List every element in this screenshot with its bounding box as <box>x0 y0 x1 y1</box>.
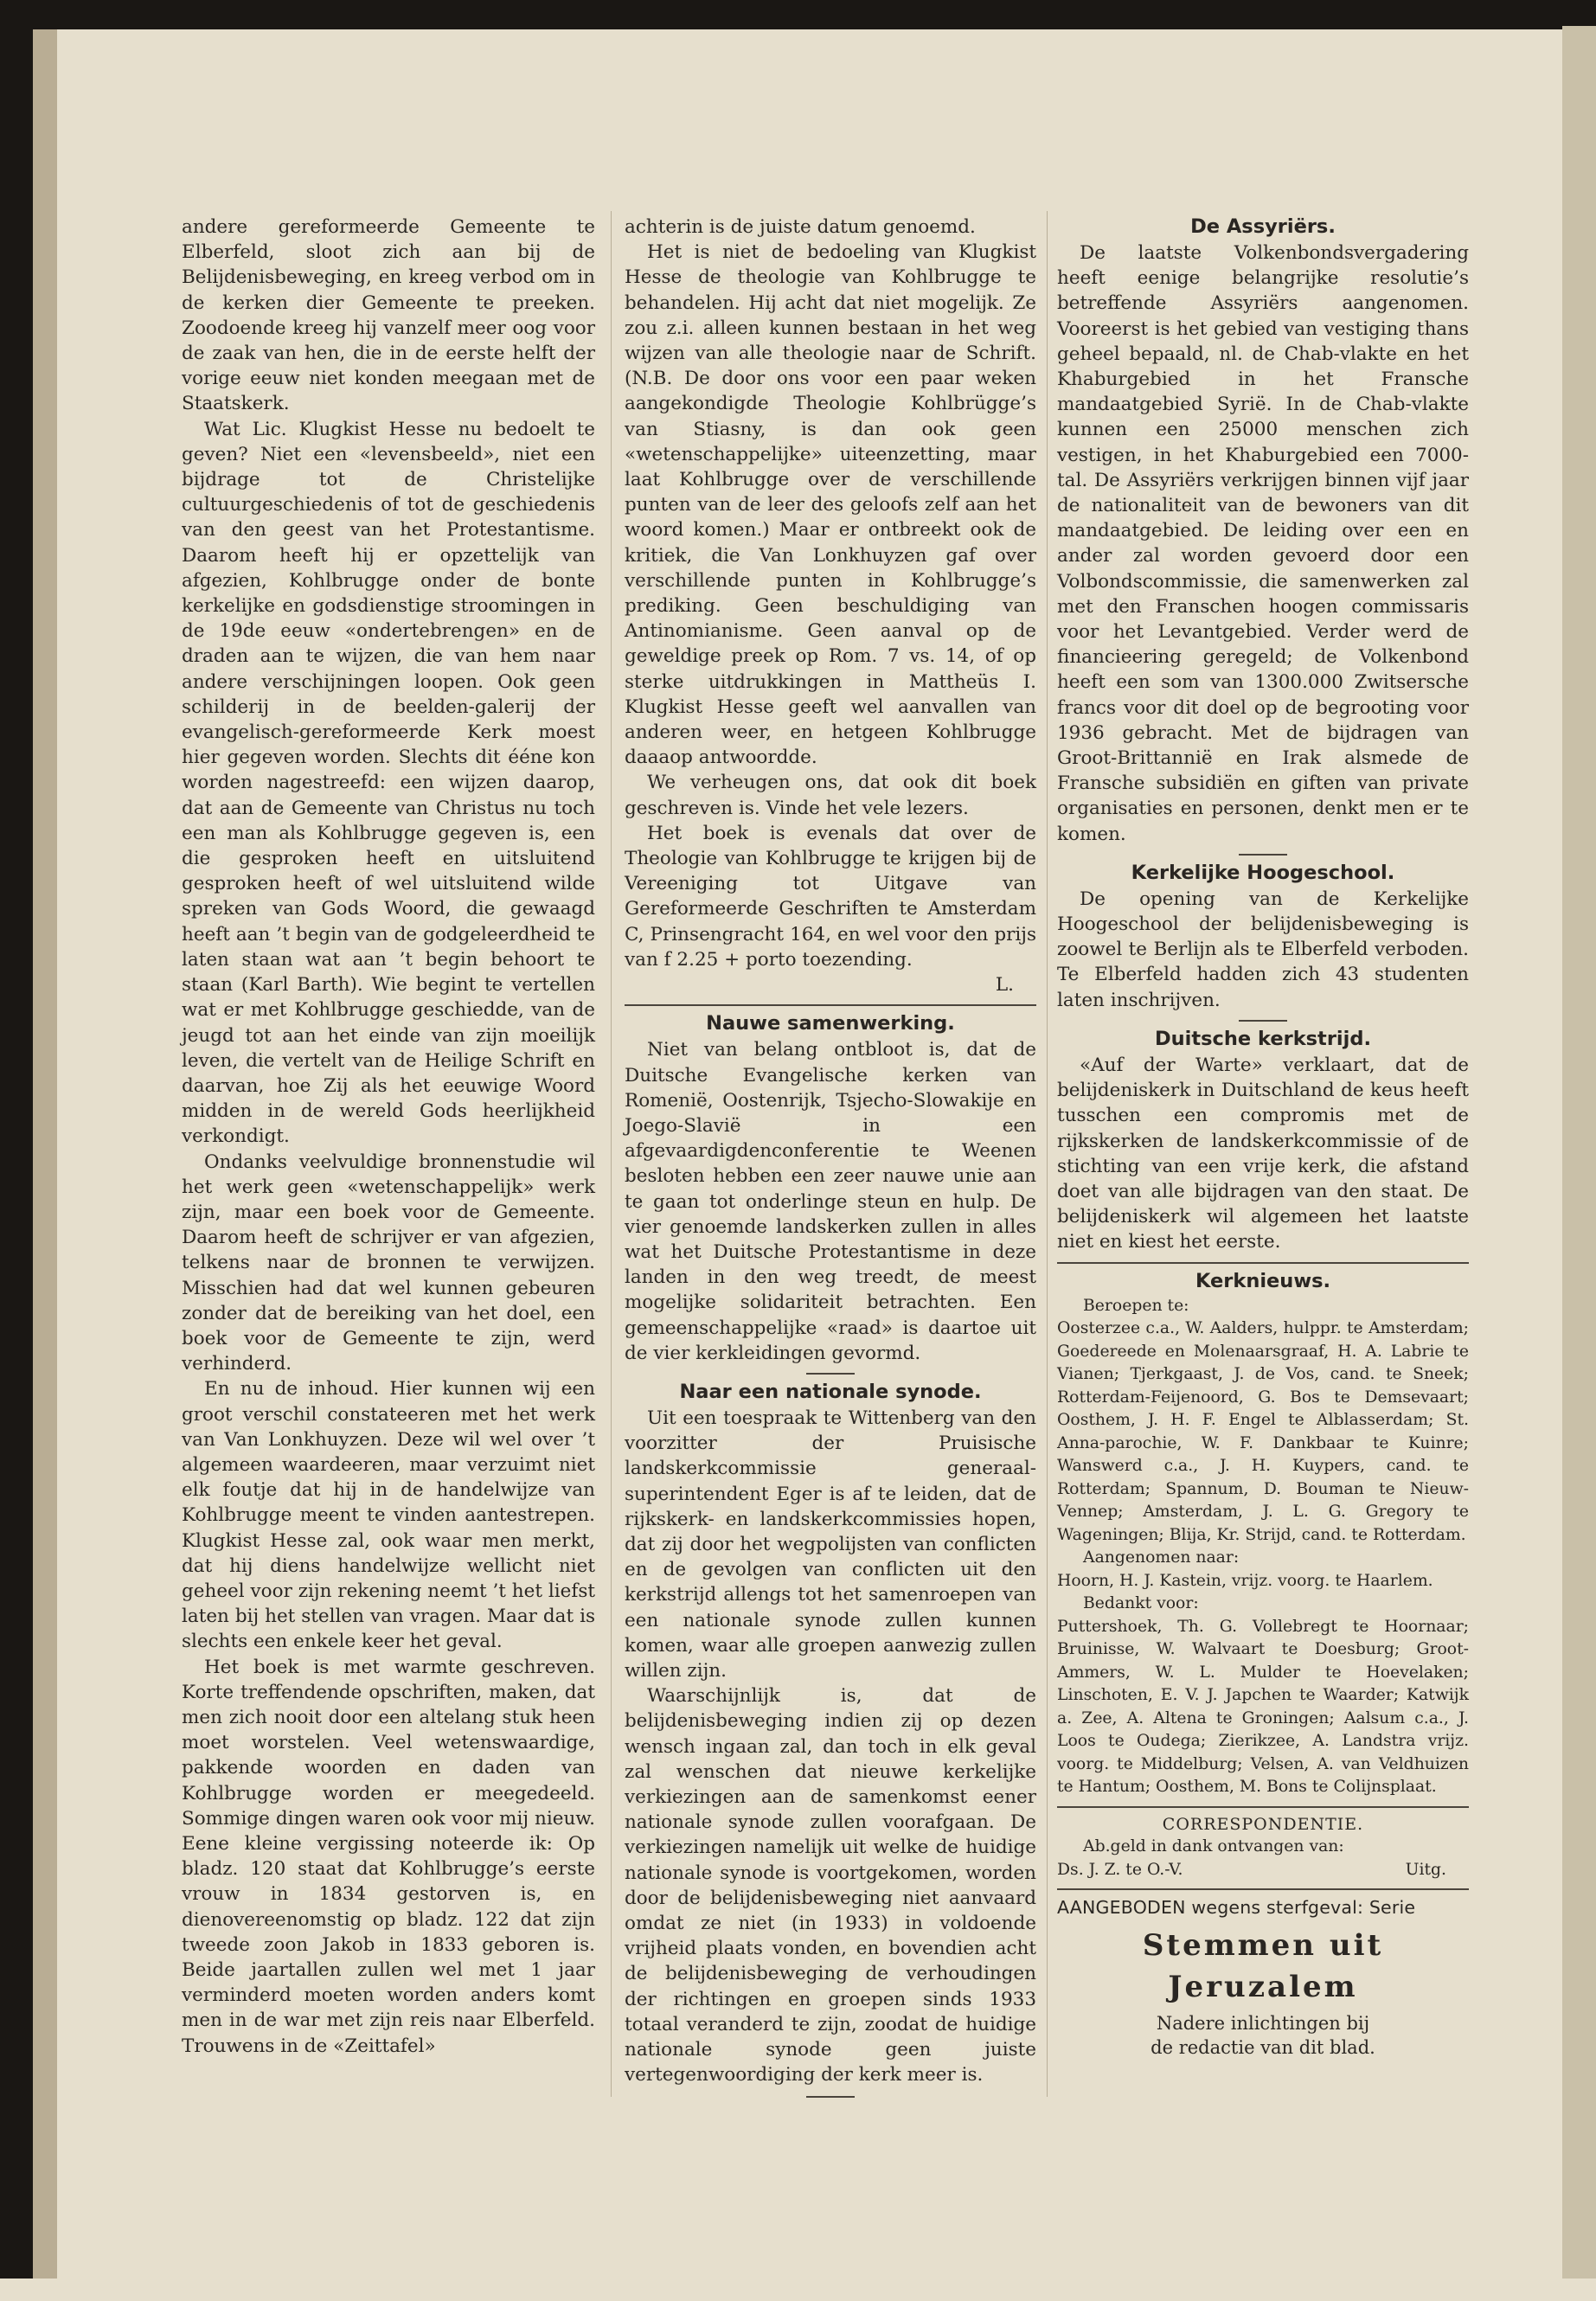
synode-paragraph-2: Waarschijnlijk is, dat de belijdenisbeweging indien zij op dezen wensch ingaan zal, dan toch in elk geval zal wenschen dat nieuwe kerkelijke verkiezingen aan de samenkomst eener nationale synode zullen voorafgaan. De verkiezingen namelijk uit welke de huidige nationale synode is voortgekomen, worden door de belijdenisbeweging niet aanvaard omdat ze niet (in 1933) in voldoende vrijheid plaats vonden, en bovendien acht de belijdenisbeweging de verhoudingen der richtingen en groepen sinds 1933 totaal veranderd te zijn, zoodat de huidige nationale synode geen juiste vertegenwoordiging der kerk meer is. <box>625 1685 1036 2086</box>
assyriers-text: De laatste Volkenbondsvergadering heeft eenige belangrijke resolutie’s betreffende Assyriërs aangenomen. Vooreerst is het gebied van vestiging thans geheel bepaald, nl. de Chab-vlakte en het Khaburgebied in het Fransche mandaatgebied Syrië. In de Chab-vlakte kunnen een 25000 menschen zich vestigen, in het Khaburgebied een 7000-tal. De Assyriërs verkrijgen binnen vijf jaar de nationaliteit van de bewoners van dit mandaatgebied. De leiding over een en ander zal worden gevoerd door een Volbondscommissie, die samenwerken zal met den Franschen hoogen commissaris voor het Levantgebied. Verder werd de financieering geregeld; de Volkenbond heeft een som van 1300.000 Zwitsersche francs voor dit doel op de begrooting voor 1936 gebracht. Met de bijdragen van Groot-Brittannië en Irak alsmede de Fransche subsidiën en giften van private organisaties en personen, denkt men er te komen. <box>1057 242 1469 845</box>
advert-title: Stemmen uit Jeruzalem <box>1142 1928 1384 2005</box>
article-signature: L. <box>995 974 1014 997</box>
heading-kerkstrijd: Duitsche kerkstrijd. <box>1154 1027 1371 1050</box>
aangenomen-label: Aangenomen naar: <box>1083 1548 1240 1567</box>
column-divider-1 <box>611 211 612 2097</box>
heading-kerknieuws: Kerknieuws. <box>1195 1269 1331 1292</box>
page-edge-strip <box>1562 26 1596 2284</box>
short-divider <box>1239 1020 1287 1022</box>
page-bottom-edge <box>0 2279 1596 2301</box>
beroepen-text: Oosterzee c.a., W. Aalders, hulppr. te Amsterdam; Goedereede en Molenaarsgraaf, H. A. Labrie te Vianen; Tjerkgaast, J. de Vos, cand. te Sneek; Rotterdam-Feijenoord, G. Bos te Demsevaart; Oosthem, J. H. F. Engel te Alblasserdam; St. Anna-parochie, W. F. Dankbaar te Kuinre; Wanswerd c.a., J. H. Kuypers, cand. te Rotterdam; Spannum, D. Bouman te Nieuw-Vennep; Amsterdam, J. L. G. Gregory te Wageningen; Blija, Kr. Strijd, cand. te Rotterdam. <box>1057 1319 1469 1544</box>
correspondentie-name: Ds. J. Z. te O.-V. <box>1057 1860 1183 1879</box>
samenwerking-text: Niet van belang ontbloot is, dat de Duitsche Evangelische kerken van Romenië, Oostenrijk, Tsjecho-Slowakije en Joego-Slavië in een afgevaardigdenconferentie te Weenen besloten hebben een zeer nauwe unie aan te gaan tot onderlinge steun en hulp. De vier genoemde landskerken zullen in alles wat het Duitsche Protestantisme in deze landen in den weg treedt, de meest mogelijke solidariteit betrachten. Een gemeenschappelijke «raad» is daartoe uit de vier kerkleidingen gevormd. <box>625 1039 1036 1364</box>
aangenomen-text: Hoorn, H. J. Kastein, vrijz. voorg. te Haarlem. <box>1057 1571 1433 1590</box>
section-divider <box>1057 1888 1469 1890</box>
col2-paragraph-2: Het is niet de bedoeling van Klugkist Hesse de theologie van Kohlbrugge te behandelen. Hij acht dat niet mogelijk. Ze zou z.i. alleen kunnen bestaan in het weg wijzen van alle theologie naar de Schrift. (N.B. De door ons voor een paar weken aangekondigde Theologie Kohlbrügge’s van Stiasny, is dan ook geen «wetenschappelijke» uiteenzetting, maar laat Kohlbrugge over de verschillende punten van de leer des geloofs zelf aan het woord komen.) Maar er ontbreekt ook de kritiek, die Van Lonkhuyzen gaf over verschillende punten in Kohlbrugge’s prediking. Geen beschuldiging van Antinomianisme. Geen aanval op de geweldige preek op Rom. 7 vs. 14, of op sterke uitdrukkingen in Mattheüs I. Klugkist Hesse geeft wel aanvallen van anderen weer, en hetgeen Kohlbrugge daaaop antwoordde. <box>625 241 1036 769</box>
col2-paragraph-3: We verheugen ons, dat ook dit boek geschreven is. Vinde het vele lezers. <box>625 772 1036 819</box>
advert-line-1: AANGEBODEN wegens sterfgeval: Serie <box>1057 1897 1416 1919</box>
kerknieuws-block <box>1057 1295 1469 1799</box>
correspondentie-block <box>1057 1813 1469 1882</box>
advert-block <box>1057 1895 1469 2060</box>
synode-paragraph-1: Uit een toespraak te Wittenberg van den voorzitter der Pruisische landskerkcommissie generaal-superintendent Eger is af te leiden, dat de rijkskerk- en landskerkcommissies hopen, dat zij door het wegpolijsten van conflicten en de gevolgen van conflicten uit den kerkstrijd allengs tot het samenroepen van een nationale synode zullen kunnen komen, waar alle groepen aanwezig zullen willen zijn. <box>625 1407 1036 1682</box>
short-divider <box>806 2096 855 2098</box>
correspondentie-uitg: Uitg. <box>1405 1860 1446 1879</box>
advert-line-3: de redactie van dit blad. <box>1151 2037 1375 2059</box>
heading-hoogeschool: Kerkelijke Hoogeschool. <box>1131 861 1395 884</box>
col1-paragraph-5: Het boek is met warmte geschreven. Korte treffendende opschriften, maken, dat men zich nooit door een altelang stuk heen moet worstelen. Veel wetenswaardige, pakkende woorden en daden van Kohlbrugge worden er meegedeeld. Sommige dingen waren ook voor mij nieuw. Eene kleine vergissing noteerde ik: Op bladz. 120 staat dat Kohlbrugge’s eerste vrouw in 1834 gestorven is, en dienovereenomstig op bladz. 122 dat zijn tweede zoon Jakob in 1833 geboren is. Beide jaartallen zullen wel met 1 jaar verminderd moeten worden anders komt men in de war met zijn reis naar Elberfeld. Trouwens in de «Zeittafel» <box>182 1656 595 2057</box>
short-divider <box>1239 854 1287 856</box>
beroepen-label: Beroepen te: <box>1083 1296 1189 1315</box>
heading-synode: Naar een nationale synode. <box>679 1380 982 1403</box>
col1-paragraph-2: Wat Lic. Klugkist Hesse nu bedoelt te geven? Niet een «levensbeeld», niet een bijdrage tot de Christelijke cultuurgeschiedenis of tot de geschiedenis van den geest van het Protestantisme. Daarom heeft hij er opzettelijk van afgezien, Kohlbrugge onder de bonte kerkelijke en godsdienstige stroomingen in de 19de eeuw «ondertebrengen» en de draden aan te wijzen, die van hem naar andere verschijningen loopen. Ook geen schilderij in de beelden-galerij der evangelisch-gereformeerde Kerk moest hier gegeven worden. Slechts dit ééne kon worden nagestreefd: een wijzen daarop, dat aan de Gemeente van Christus nu toch een man als Kohlbrugge gegeven is, een die gesproken heeft en uitsluitend gesproken heeft of wel uitsluitend wilde spreken van Gods Woord, die gewaagd heeft aan ’t begin van de godgeleerdheid te laten staan wat aan ’t begin behoort te staan (Karl Barth). Wie begint te vertellen wat er met Kohlbrugge geschiedde, van de jeugd tot aan het einde van zijn moeilijk leven, die vertelt van de Heilige Schrift en daarvan, hoe Zij als het eeuwige Woord midden in de wereld Gods heerlijkheid verkondigt. <box>182 418 595 1148</box>
bedankt-text: Puttershoek, Th. G. Vollebregt te Hoornaar; Bruinisse, W. Walvaart te Doesburg; Groot-Ammers, W. L. Mulder te Hoevelaken; Linschoten, E. V. J. Japchen te Waarder; Katwijk a. Zee, A. Altena te Groningen; Aalsum c.a., J. Loos te Oudega; Zierikzee, A. Landstra vrijz. voorg. te Middelburg; Velsen, A. van Veldhuizen te Hantum; Oosthem, M. Bons te Colijnsplaat. <box>1057 1617 1469 1797</box>
correspondentie-row <box>1057 1859 1469 1882</box>
bedankt-label: Bedankt voor: <box>1083 1594 1199 1613</box>
section-divider <box>1057 1806 1469 1808</box>
kerkstrijd-text: «Auf der Warte» verklaart, dat de belijdeniskerk in Duitschland de keus heeft tusschen een compromis met de rijkskerken de landskerkcommissie of de stichting van een vrije kerk, die afstand doet van alle bijdragen van den staat. De belijdeniskerk wil algemeen het laatste niet en kiest het eerste. <box>1057 1054 1469 1253</box>
column-1 <box>182 215 595 2059</box>
column-divider-2 <box>1047 211 1048 2097</box>
short-divider <box>806 1373 855 1375</box>
section-divider <box>625 1004 1036 1006</box>
col1-paragraph-4: En nu de inhoud. Hier kunnen wij een groot verschil constateeren met het werk van Van Lonkhuyzen. Deze wil wel over ’t algemeen waardeeren, maar verzuimt niet elk foutje dat hij in de handelwijze van Kohlbrugge meent te vinden aantestrepen. Klugkist Hesse zal, ook waar men merkt, dat hij diens handelwijze wellicht niet geheel voor zijn rekening neemt ’t het liefst laten bij het stellen van vragen. Maar dat is slechts een enkele keer het geval. <box>182 1378 595 1653</box>
col2-paragraph-4: Het boek is evenals dat over de Theologie van Kohlbrugge te krijgen bij de Vereeniging tot Uitgave van Gereformeerde Geschriften te Amsterdam C, Prinsengracht 164, en wel voor den prijs van f 2.25 + porto toezending. <box>625 822 1036 971</box>
col2-paragraph-1: achterin is de juiste datum genoemd. <box>625 216 976 238</box>
heading-samenwerking: Nauwe samenwerking. <box>706 1012 955 1035</box>
col1-paragraph-1: andere gereformeerde Gemeente te Elberfeld, sloot zich aan bij de Belijdenisbeweging, en kreeg verbod om in de kerken dier Gemeente te preeken. Zoodoende kreeg hij vanzelf meer oog voor de zaak van hen, die in de eerste helft der vorige eeuw niet konden meegaan met de Staatskerk. <box>182 216 595 415</box>
column-3 <box>1057 215 1469 2060</box>
correspondentie-line: Ab.geld in dank ontvangen van: <box>1083 1837 1344 1856</box>
section-divider <box>1057 1262 1469 1264</box>
correspondentie-heading: CORRESPONDENTIE. <box>1162 1814 1364 1834</box>
col1-paragraph-3: Ondanks veelvuldige bronnenstudie wil het werk geen «wetenschappelijk» werk zijn, maar een boek voor de Gemeente. Daarom heeft de schrijver er van afgezien, telkens naar de bronnen te verwijzen. Misschien had dat wel kunnen gebeuren zonder dat de bereiking van het doel, een boek voor de Gemeente te zijn, werd verhinderd. <box>182 1150 595 1375</box>
heading-assyriers: De Assyriërs. <box>1190 215 1336 238</box>
column-2 <box>625 215 1036 2098</box>
advert-line-2: Nadere inlichtingen bij <box>1156 2013 1370 2035</box>
hoogeschool-text: De opening van de Kerkelijke Hoogeschool der belijdenisbeweging is zoowel te Berlijn als te Elberfeld verboden. Te Elberfeld hadden zich 43 studenten laten inschrijven. <box>1057 888 1469 1011</box>
